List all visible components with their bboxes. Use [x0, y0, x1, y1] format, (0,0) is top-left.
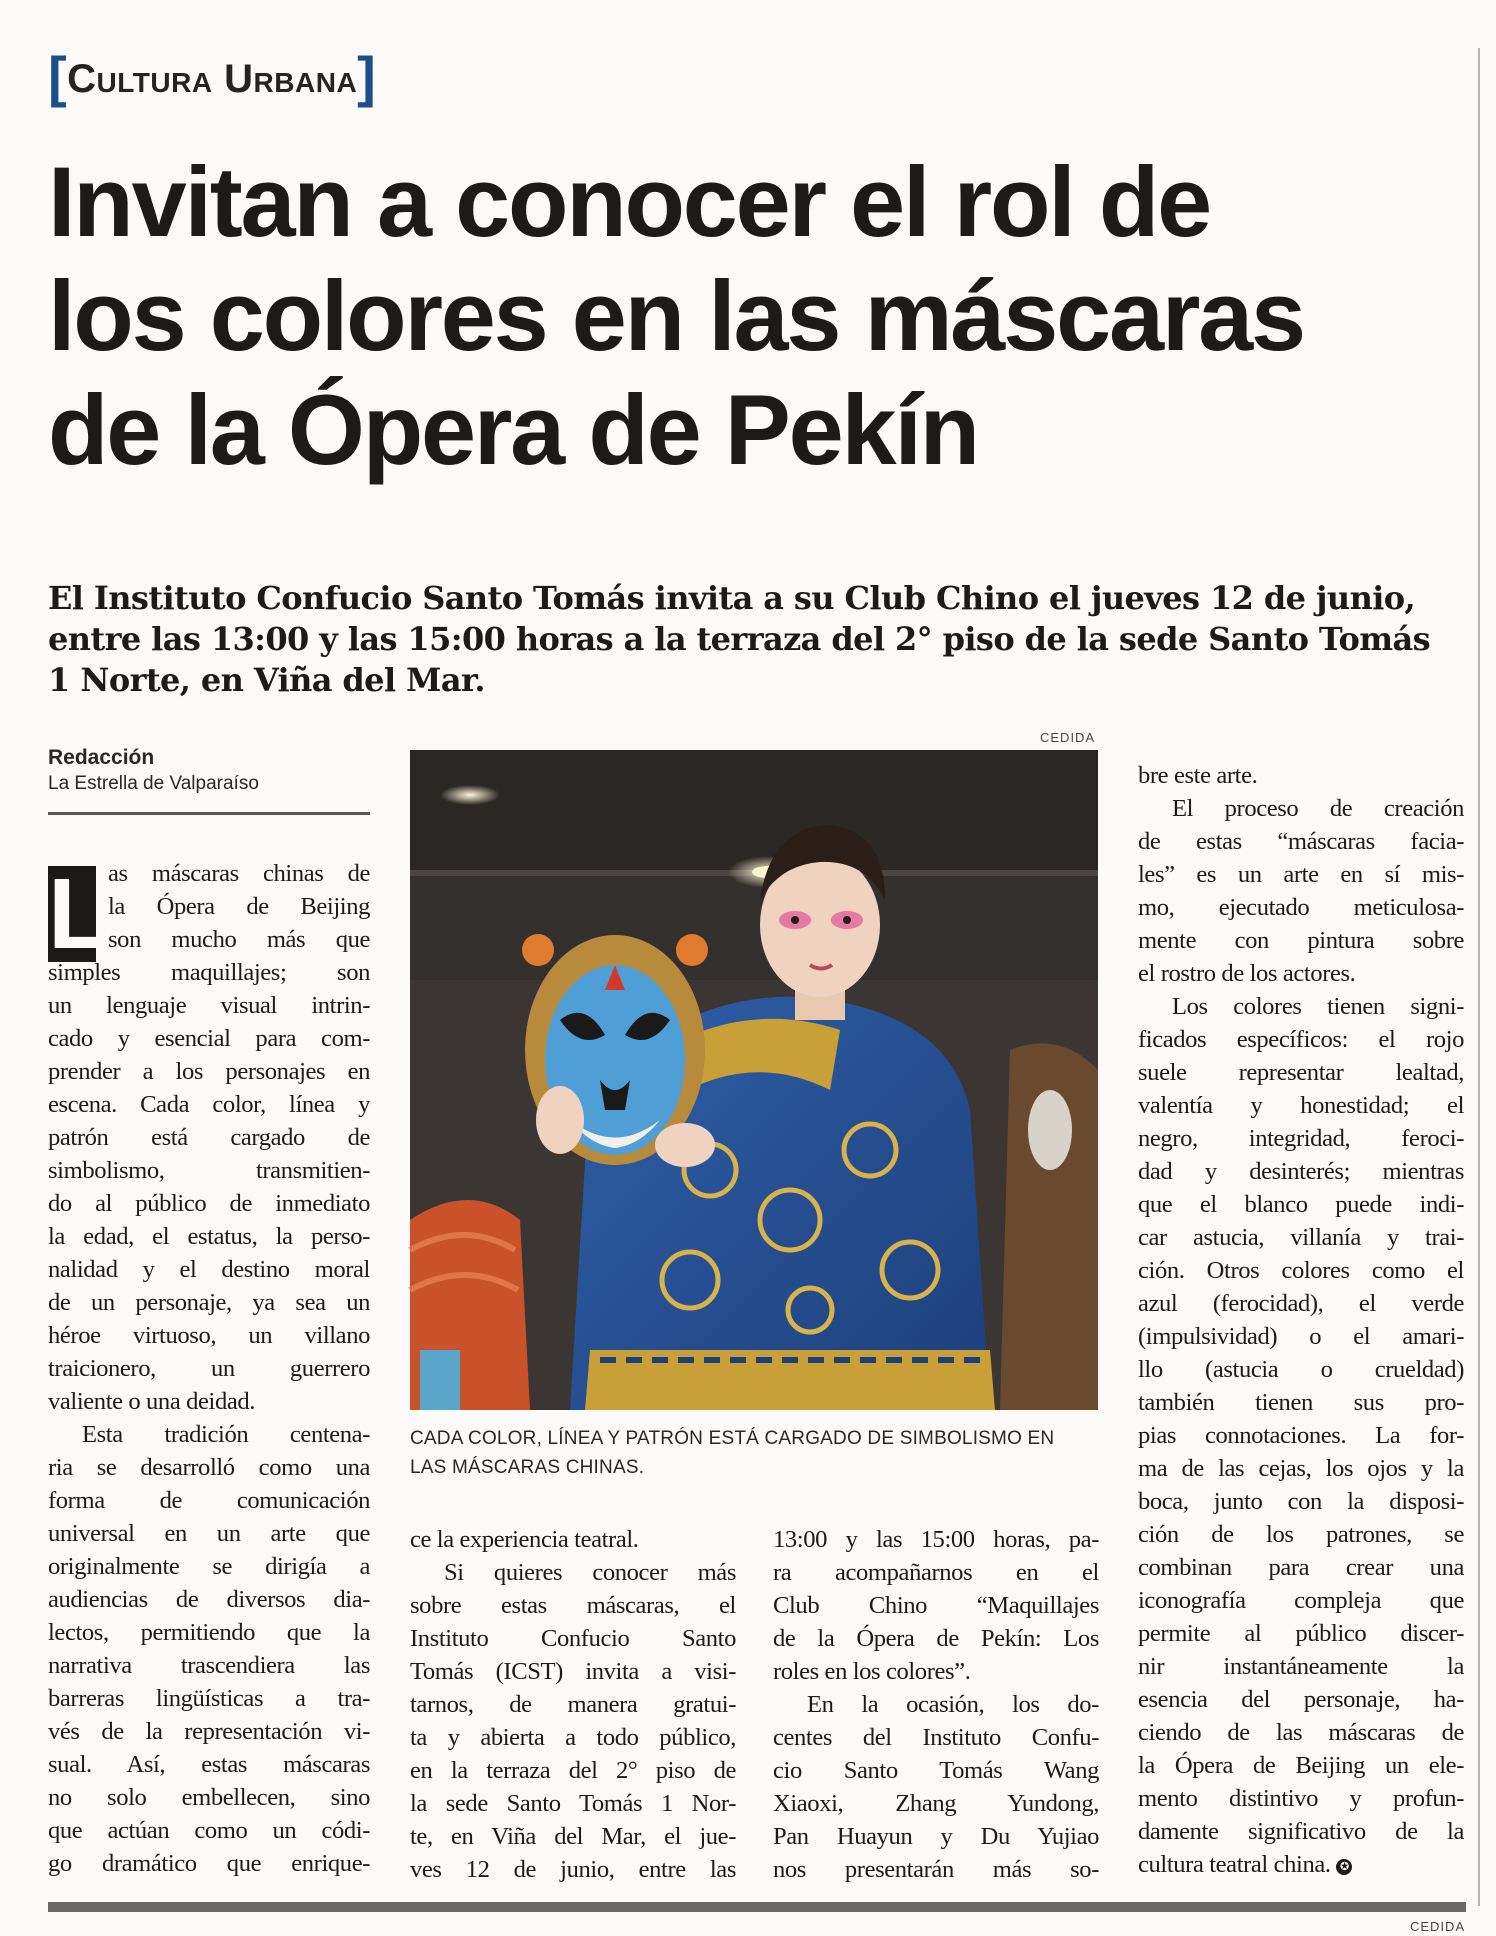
- column-1: [48, 956, 370, 1880]
- text-line: ce la experiencia teatral.: [410, 1526, 639, 1553]
- final-text-line: cultura teatral china.: [1138, 1851, 1331, 1878]
- text-line: ves 12 de junio, entre las: [410, 1856, 736, 1883]
- headline-line: de la Ópera de Pekín: [48, 374, 978, 485]
- text-line: la Ópera de Beijing: [108, 893, 370, 920]
- text-line: Instituto Confucio Santo: [410, 1625, 736, 1652]
- text-line: ta y abierta a todo público,: [410, 1724, 736, 1751]
- text-line: negro, integridad, feroci-: [1138, 1125, 1464, 1152]
- text-line: En la ocasión, los do-: [807, 1691, 1099, 1718]
- deck: [48, 578, 1468, 701]
- text-line: (impulsividad) o el amari-: [1138, 1323, 1464, 1350]
- text-line: ciendo de las máscaras de: [1138, 1719, 1464, 1746]
- text-line: héroe virtuoso, un villano: [48, 1322, 370, 1349]
- text-line: audiencias de diversos dia-: [48, 1586, 370, 1613]
- text-line: Tomás (ICST) invita a visi-: [410, 1658, 736, 1685]
- text-line: [1138, 1848, 1464, 1881]
- text-line: suele representar lealtad,: [1138, 1059, 1464, 1086]
- text-line: universal en un arte que: [48, 1520, 370, 1547]
- byline-name: Redacción: [48, 746, 155, 769]
- bottom-divider: [48, 1902, 1466, 1912]
- text-line: ma de las cejas, los ojos y la: [1138, 1455, 1464, 1482]
- text-line: que actúan como un códi-: [48, 1817, 370, 1844]
- section-tag: [48, 45, 458, 108]
- deck-line: El Instituto Confucio Santo Tomás invita a su Club Chino el jueves 12 de junio,: [48, 579, 1416, 617]
- text-line: ria se desarrolló como una: [48, 1454, 370, 1481]
- headline-line: Invitan a conocer el rol de: [48, 146, 1210, 257]
- text-line: la sede Santo Tomás 1 Nor-: [410, 1790, 736, 1817]
- text-line: simples maquillajes; son: [48, 959, 370, 986]
- text-line: valentía y honestidad; el: [1138, 1092, 1464, 1119]
- text-line: vés de la representación vi-: [48, 1718, 370, 1745]
- text-line: dad y desinterés; mientras: [1138, 1158, 1464, 1185]
- text-line: de la Ópera de Pekín: Los: [773, 1625, 1099, 1652]
- text-line: bre este arte.: [1138, 762, 1258, 789]
- bottom-credit: CEDIDA: [1410, 1919, 1466, 1934]
- text-line: ficados específicos: el rojo: [1138, 1026, 1464, 1053]
- text-line: originalmente se dirigía a: [48, 1553, 370, 1580]
- text-line: mo, ejecutado meticulosa-: [1138, 894, 1464, 921]
- text-line: Los colores tienen signi-: [1172, 993, 1464, 1020]
- section-bracket-open: [: [48, 45, 68, 108]
- text-line: go dramático que enrique-: [48, 1850, 370, 1877]
- deck-line: entre las 13:00 y las 15:00 horas a la terraza del 2° piso de la sede Santo Tomás: [48, 620, 1431, 658]
- text-line: iconografía compleja que: [1138, 1587, 1464, 1614]
- column-1-lead: [108, 857, 370, 956]
- text-line: permite al público discer-: [1138, 1620, 1464, 1647]
- text-line: nalidad y el destino moral: [48, 1256, 370, 1283]
- text-line: forma de comunicación: [48, 1487, 370, 1514]
- dropcap: L: [48, 858, 110, 970]
- text-line: son mucho más que: [108, 926, 370, 953]
- text-line: sual. Así, estas máscaras: [48, 1751, 370, 1778]
- text-line: en la terraza del 2° piso de: [410, 1757, 736, 1784]
- text-line: narrativa trascendiera las: [48, 1652, 370, 1679]
- text-line: cio Santo Tomás Wang: [773, 1757, 1099, 1784]
- text-line: sobre estas máscaras, el: [410, 1592, 736, 1619]
- opera-performer-illustration: [410, 750, 1098, 1410]
- column-divider: [1478, 48, 1480, 1906]
- text-line: escena. Cada color, línea y: [48, 1091, 370, 1118]
- column-4: [1138, 759, 1464, 1881]
- text-line: ra acompañarnos en el: [773, 1559, 1099, 1586]
- byline-divider: [48, 812, 370, 815]
- text-line: el rostro de los actores.: [1138, 960, 1356, 987]
- text-line: nir instantáneamente la: [1138, 1653, 1464, 1680]
- caption-line: LAS MÁSCARAS CHINAS.: [410, 1457, 645, 1478]
- text-line: ción. Otros colores como el: [1138, 1257, 1464, 1284]
- text-line: la edad, el estatus, la perso-: [48, 1223, 370, 1250]
- text-line: lectos, permitiendo que la: [48, 1619, 370, 1646]
- text-line: mente con pintura sobre: [1138, 927, 1464, 954]
- text-line: roles en los colores”.: [773, 1658, 971, 1685]
- text-line: combinan para crear una: [1138, 1554, 1464, 1581]
- text-line: Club Chino “Maquillajes: [773, 1592, 1099, 1619]
- photo: [410, 750, 1098, 1410]
- deck-line: 1 Norte, en Viña del Mar.: [48, 661, 485, 699]
- text-line: no solo embellecen, sino: [48, 1784, 370, 1811]
- section-label: Cultura Urbana: [67, 57, 358, 101]
- text-line: valiente o una deidad.: [48, 1388, 255, 1415]
- text-line: as máscaras chinas de: [108, 860, 370, 887]
- column-2: [410, 1523, 736, 1886]
- text-line: nos presentarán más so-: [773, 1856, 1099, 1883]
- text-line: Pan Huayun y Du Yujiao: [773, 1823, 1099, 1850]
- text-line: que el blanco puede indi-: [1138, 1191, 1464, 1218]
- text-line: prender a los personajes en: [48, 1058, 370, 1085]
- text-line: do al público de inmediato: [48, 1190, 370, 1217]
- text-line: Esta tradición centena-: [82, 1421, 370, 1448]
- text-line: les” es un arte en sí mis-: [1138, 861, 1464, 888]
- text-line: mento distintivo y profun-: [1138, 1785, 1464, 1812]
- section-bracket-close: ]: [357, 45, 377, 108]
- text-line: centes del Instituto Confu-: [773, 1724, 1099, 1751]
- end-mark-icon: ✪: [1336, 1859, 1352, 1875]
- byline-publication: La Estrella de Valparaíso: [48, 773, 259, 794]
- text-line: la Ópera de Beijing un ele-: [1138, 1752, 1464, 1779]
- photo-caption: [410, 1424, 1100, 1482]
- photo-credit: CEDIDA: [1040, 730, 1096, 745]
- text-line: ción de los patrones, se: [1138, 1521, 1464, 1548]
- text-line: de un personaje, ya sea un: [48, 1289, 370, 1316]
- text-line: traicionero, un guerrero: [48, 1355, 370, 1382]
- text-line: pias connotaciones. La for-: [1138, 1422, 1464, 1449]
- text-line: El proceso de creación: [1172, 795, 1464, 822]
- text-line: 13:00 y las 15:00 horas, pa-: [773, 1526, 1099, 1553]
- text-line: Xiaoxi, Zhang Yundong,: [773, 1790, 1099, 1817]
- headline: [48, 145, 1468, 487]
- text-line: cado y esencial para com-: [48, 1025, 370, 1052]
- text-line: llo (astucia o crueldad): [1138, 1356, 1464, 1383]
- text-line: damente significativo de la: [1138, 1818, 1464, 1845]
- text-line: también tienen sus pro-: [1138, 1389, 1464, 1416]
- text-line: Si quieres conocer más: [444, 1559, 736, 1586]
- text-line: simbolismo, transmitien-: [48, 1157, 370, 1184]
- text-line: tarnos, de manera gratui-: [410, 1691, 736, 1718]
- text-line: azul (ferocidad), el verde: [1138, 1290, 1464, 1317]
- text-line: de estas “máscaras facia-: [1138, 828, 1464, 855]
- text-line: patrón está cargado de: [48, 1124, 370, 1151]
- headline-line: los colores en las máscaras: [48, 260, 1304, 371]
- caption-line: CADA COLOR, LÍNEA Y PATRÓN ESTÁ CARGADO DE SIMBOLISMO EN: [410, 1428, 1055, 1449]
- text-line: te, en Viña del Mar, el jue-: [410, 1823, 736, 1850]
- text-line: car astucia, villanía y trai-: [1138, 1224, 1464, 1251]
- text-line: boca, junto con la disposi-: [1138, 1488, 1464, 1515]
- text-line: esencia del personaje, ha-: [1138, 1686, 1464, 1713]
- text-line: barreras lingüísticas a tra-: [48, 1685, 370, 1712]
- column-3: [773, 1523, 1099, 1886]
- text-line: un lenguaje visual intrin-: [48, 992, 370, 1019]
